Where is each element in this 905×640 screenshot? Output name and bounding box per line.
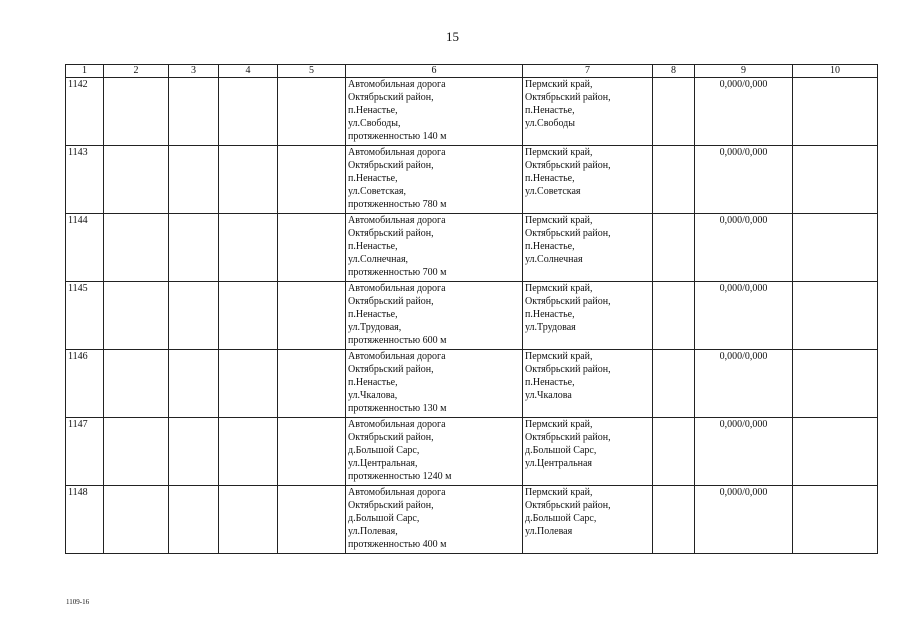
cell-address: Пермский край, Октябрьский район, п.Ненастье, ул.Чкалова — [523, 350, 653, 418]
cell-value: 0,000/0,000 — [695, 350, 793, 418]
cell-c3 — [169, 78, 219, 146]
column-header-6: 6 — [346, 65, 523, 78]
table-row — [66, 486, 878, 554]
cell-address: Пермский край, Октябрьский район, п.Ненастье, ул.Солнечная — [523, 214, 653, 282]
cell-c4 — [219, 214, 278, 282]
cell-name: Автомобильная дорога Октябрьский район, п.Ненастье, ул.Трудовая, протяженностью 600 м — [346, 282, 523, 350]
cell-id: 1145 — [66, 282, 104, 350]
column-header-10: 10 — [793, 65, 878, 78]
cell-name: Автомобильная дорога Октябрьский район, п.Ненастье, ул.Свободы, протяженностью 140 м — [346, 78, 523, 146]
cell-c4 — [219, 350, 278, 418]
cell-c4 — [219, 418, 278, 486]
cell-name: Автомобильная дорога Октябрьский район, п.Ненастье, ул.Солнечная, протяженностью 700 м — [346, 214, 523, 282]
document-code: 1109-16 — [66, 598, 90, 606]
page-number: 15 — [446, 29, 459, 44]
cell-c2 — [104, 282, 169, 350]
cell-address: Пермский край, Октябрьский район, д.Большой Сарс, ул.Полевая — [523, 486, 653, 554]
cell-c10 — [793, 418, 878, 486]
cell-id: 1146 — [66, 350, 104, 418]
column-header-9: 9 — [695, 65, 793, 78]
cell-c5 — [278, 418, 346, 486]
cell-c5 — [278, 146, 346, 214]
cell-c3 — [169, 282, 219, 350]
column-header-4: 4 — [219, 65, 278, 78]
cell-c8 — [653, 486, 695, 554]
cell-value: 0,000/0,000 — [695, 282, 793, 350]
cell-c4 — [219, 78, 278, 146]
cell-c3 — [169, 146, 219, 214]
cell-id: 1142 — [66, 78, 104, 146]
column-header-3: 3 — [169, 65, 219, 78]
cell-c10 — [793, 78, 878, 146]
cell-c5 — [278, 214, 346, 282]
cell-name: Автомобильная дорога Октябрьский район, д.Большой Сарс, ул.Полевая, протяженностью 400 м — [346, 486, 523, 554]
cell-value: 0,000/0,000 — [695, 146, 793, 214]
table-header — [66, 65, 878, 78]
cell-c5 — [278, 78, 346, 146]
cell-c3 — [169, 214, 219, 282]
cell-value: 0,000/0,000 — [695, 78, 793, 146]
cell-c8 — [653, 282, 695, 350]
registry-table — [65, 64, 878, 554]
header-row — [66, 65, 878, 78]
cell-address: Пермский край, Октябрьский район, п.Ненастье, ул.Советская — [523, 146, 653, 214]
column-header-5: 5 — [278, 65, 346, 78]
cell-c8 — [653, 350, 695, 418]
cell-c2 — [104, 350, 169, 418]
cell-name: Автомобильная дорога Октябрьский район, п.Ненастье, ул.Советская, протяженностью 780 м — [346, 146, 523, 214]
cell-c3 — [169, 418, 219, 486]
cell-id: 1147 — [66, 418, 104, 486]
cell-c5 — [278, 486, 346, 554]
table-row — [66, 282, 878, 350]
cell-id: 1143 — [66, 146, 104, 214]
cell-c5 — [278, 282, 346, 350]
cell-c10 — [793, 282, 878, 350]
table-body — [66, 78, 878, 554]
cell-name: Автомобильная дорога Октябрьский район, п.Ненастье, ул.Чкалова, протяженностью 130 м — [346, 350, 523, 418]
cell-c10 — [793, 350, 878, 418]
column-header-2: 2 — [104, 65, 169, 78]
table-row — [66, 78, 878, 146]
cell-id: 1148 — [66, 486, 104, 554]
cell-c3 — [169, 350, 219, 418]
cell-value: 0,000/0,000 — [695, 486, 793, 554]
cell-name: Автомобильная дорога Октябрьский район, д.Большой Сарс, ул.Центральная, протяженностью 1240 м — [346, 418, 523, 486]
cell-c4 — [219, 486, 278, 554]
column-header-7: 7 — [523, 65, 653, 78]
cell-value: 0,000/0,000 — [695, 418, 793, 486]
cell-c2 — [104, 214, 169, 282]
cell-c2 — [104, 418, 169, 486]
column-header-1: 1 — [66, 65, 104, 78]
table-row — [66, 214, 878, 282]
cell-c8 — [653, 418, 695, 486]
cell-c3 — [169, 486, 219, 554]
cell-c4 — [219, 282, 278, 350]
cell-c8 — [653, 78, 695, 146]
table-row — [66, 146, 878, 214]
cell-address: Пермский край, Октябрьский район, п.Ненастье, ул.Трудовая — [523, 282, 653, 350]
cell-c5 — [278, 350, 346, 418]
column-header-8: 8 — [653, 65, 695, 78]
cell-address: Пермский край, Октябрьский район, п.Ненастье, ул.Свободы — [523, 78, 653, 146]
table-row — [66, 418, 878, 486]
cell-c10 — [793, 486, 878, 554]
cell-c2 — [104, 78, 169, 146]
cell-c4 — [219, 146, 278, 214]
cell-id: 1144 — [66, 214, 104, 282]
cell-c8 — [653, 146, 695, 214]
cell-value: 0,000/0,000 — [695, 214, 793, 282]
cell-address: Пермский край, Октябрьский район, д.Большой Сарс, ул.Центральная — [523, 418, 653, 486]
cell-c10 — [793, 146, 878, 214]
cell-c2 — [104, 146, 169, 214]
cell-c8 — [653, 214, 695, 282]
cell-c2 — [104, 486, 169, 554]
cell-c10 — [793, 214, 878, 282]
table-row — [66, 350, 878, 418]
